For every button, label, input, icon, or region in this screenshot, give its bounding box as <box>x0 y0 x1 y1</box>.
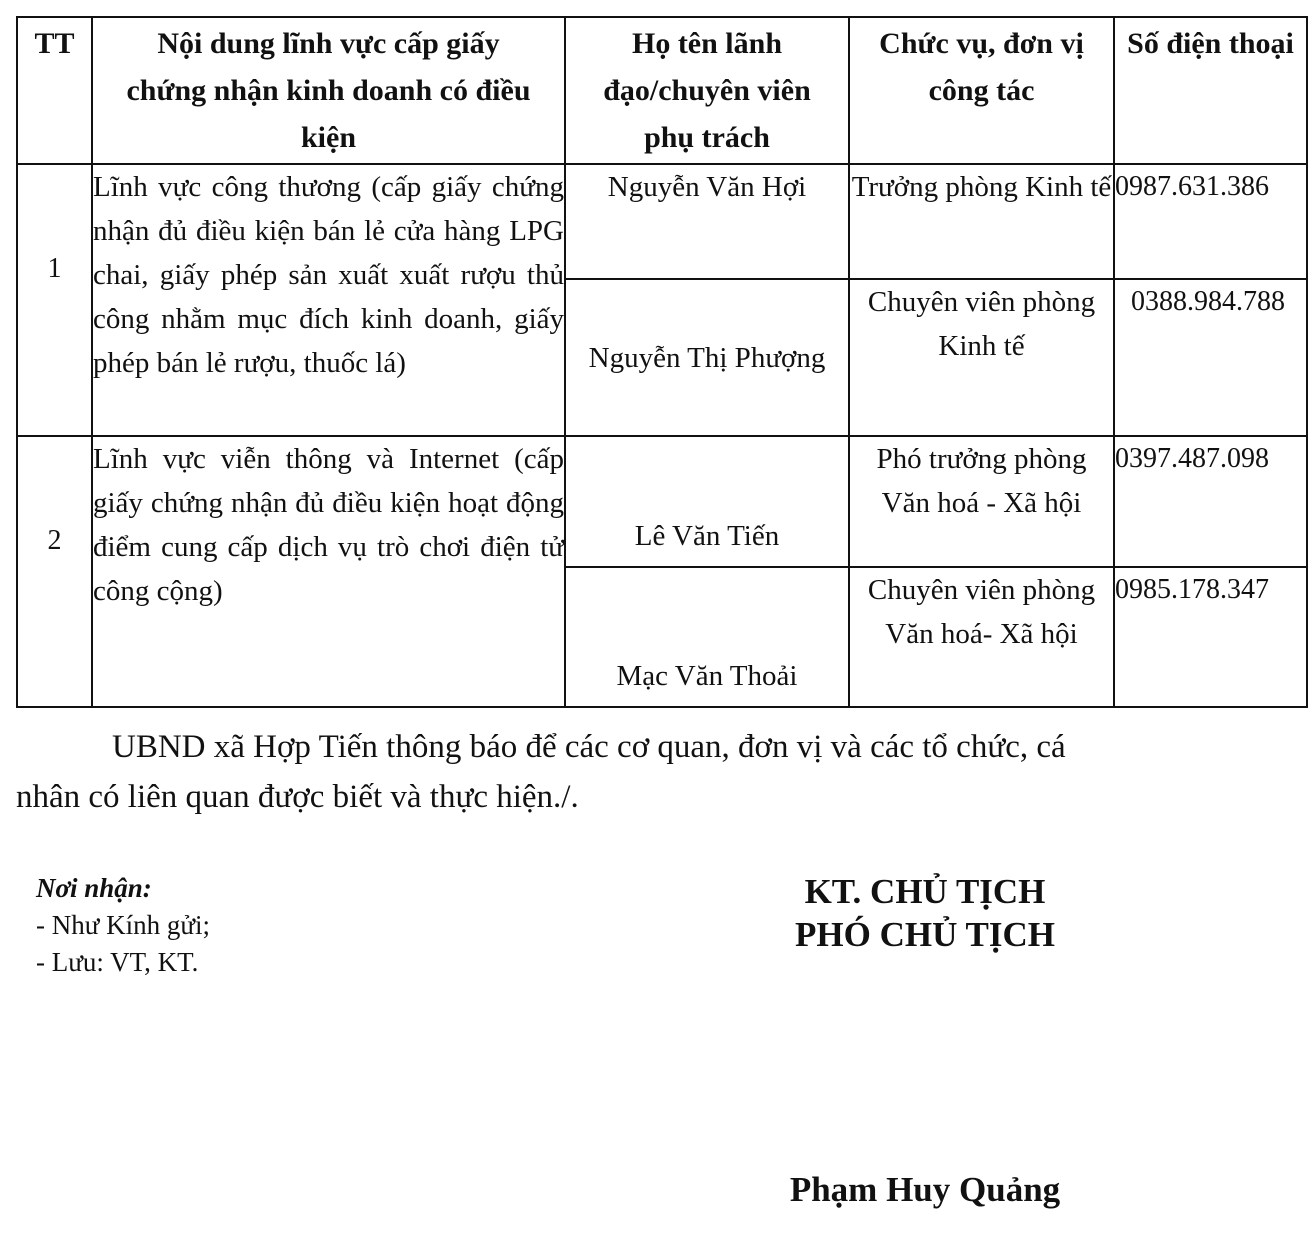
signature-line-2: PHÓ CHỦ TỊCH <box>795 915 1055 954</box>
person-phone: 0397.487.098 <box>1114 436 1307 567</box>
row-number: 1 <box>17 164 92 436</box>
person-name: Lê Văn Tiến <box>565 436 849 567</box>
person-name: Nguyễn Thị Phượng <box>565 279 849 436</box>
table-row <box>17 164 1307 279</box>
person-phone: 0987.631.386 <box>1114 164 1307 279</box>
recipient-item: - Lưu: VT, KT. <box>36 947 199 977</box>
header-content: Nội dung lĩnh vực cấp giấy chứng nhận kinh doanh có điều kiện <box>92 17 565 164</box>
signature-line-1: KT. CHỦ TỊCH <box>804 872 1046 911</box>
signature-title <box>760 870 1090 956</box>
closing-line-2: nhân có liên quan được biết và thực hiện./. <box>16 779 579 815</box>
person-position: Chuyên viên phòng Văn hoá- Xã hội <box>849 567 1114 707</box>
table-row <box>17 436 1307 567</box>
contact-table <box>16 16 1308 708</box>
header-name: Họ tên lãnh đạo/chuyên viên phụ trách <box>565 17 849 164</box>
person-phone: 0985.178.347 <box>1114 567 1307 707</box>
table-header-row <box>17 17 1307 164</box>
header-phone: Số điện thoại <box>1114 17 1307 164</box>
closing-line-1: UBND xã Hợp Tiến thông báo để các cơ quan, đơn vị và các tổ chức, cá <box>112 729 1066 765</box>
header-tt: TT <box>17 17 92 164</box>
recipients-label: Nơi nhận: <box>36 873 152 903</box>
person-position: Phó trưởng phòng Văn hoá - Xã hội <box>849 436 1114 567</box>
person-position: Chuyên viên phòng Kinh tế <box>849 279 1114 436</box>
person-name: Nguyễn Văn Hợi <box>565 164 849 279</box>
row-content: Lĩnh vực công thương (cấp giấy chứng nhận đủ điều kiện bán lẻ cửa hàng LPG chai, giấy phép sản xuất xuất rượu thủ công nhằm mục đích kinh doanh, giấy phép bán lẻ rượu, thuốc lá) <box>92 164 565 436</box>
recipients-block <box>36 870 210 981</box>
row-number: 2 <box>17 436 92 707</box>
person-name: Mạc Văn Thoải <box>565 567 849 707</box>
row-content: Lĩnh vực viễn thông và Internet (cấp giấy chứng nhận đủ điều kiện hoạt động điểm cung cấp dịch vụ trò chơi điện tử công cộng) <box>92 436 565 707</box>
header-position: Chức vụ, đơn vị công tác <box>849 17 1114 164</box>
person-phone: 0388.984.788 <box>1114 279 1307 436</box>
recipient-item: - Như Kính gửi; <box>36 910 211 940</box>
person-position: Trưởng phòng Kinh tế <box>849 164 1114 279</box>
closing-paragraph <box>16 722 1266 822</box>
signer-name: Phạm Huy Quảng <box>789 1170 1061 1209</box>
